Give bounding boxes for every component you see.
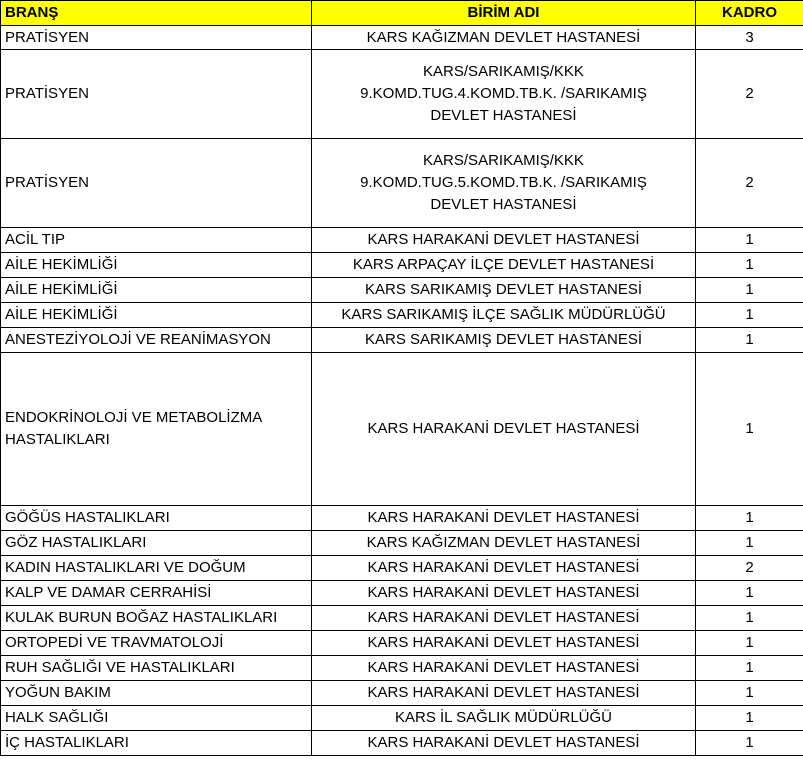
birim-text: DEVLET HASTANESİ bbox=[430, 196, 577, 213]
brans-cell bbox=[1, 278, 312, 303]
brans-cell bbox=[1, 506, 312, 531]
birim-cell bbox=[312, 731, 696, 756]
table-row bbox=[1, 681, 803, 706]
birim-cell bbox=[312, 253, 696, 278]
table-row bbox=[1, 253, 803, 278]
header-kadro: KADRO bbox=[696, 1, 803, 26]
kadro-cell: 1 bbox=[696, 731, 803, 756]
header-birim: BİRİM ADI bbox=[312, 1, 696, 26]
kadro-cell: 2 bbox=[696, 556, 803, 581]
brans-text: KALP VE DAMAR CERRAHİSİ bbox=[5, 584, 212, 601]
brans-text: GÖĞÜS HASTALIKLARI bbox=[5, 509, 170, 526]
birim-text: KARS HARAKANİ DEVLET HASTANESİ bbox=[367, 584, 640, 601]
kadro-cell: 1 bbox=[696, 531, 803, 556]
brans-text: AİLE HEKİMLİĞİ bbox=[5, 306, 118, 323]
birim-cell bbox=[312, 26, 696, 50]
birim-text: 9.KOMD.TUG.5.KOMD.TB.K. /SARIKAMIŞ bbox=[360, 174, 647, 191]
brans-cell bbox=[1, 139, 312, 228]
birim-cell bbox=[312, 581, 696, 606]
brans-text: PRATİSYEN bbox=[5, 28, 89, 46]
birim-text: KARS İL SAĞLIK MÜDÜRLÜĞÜ bbox=[395, 709, 612, 726]
brans-text: AİLE HEKİMLİĞİ bbox=[5, 256, 118, 273]
brans-cell bbox=[1, 656, 312, 681]
table-row bbox=[1, 606, 803, 631]
birim-text: KARS HARAKANİ DEVLET HASTANESİ bbox=[367, 231, 640, 248]
brans-text: HASTALIKLARI bbox=[5, 431, 110, 448]
table-row bbox=[1, 706, 803, 731]
birim-text: KARS ARPAÇAY İLÇE DEVLET HASTANESİ bbox=[352, 256, 655, 273]
birim-text: KARS SARIKAMIŞ DEVLET HASTANESİ bbox=[364, 281, 643, 298]
birim-cell bbox=[312, 50, 696, 139]
birim-text: KARS HARAKANİ DEVLET HASTANESİ bbox=[367, 734, 640, 751]
brans-cell bbox=[1, 681, 312, 706]
brans-text: AİLE HEKİMLİĞİ bbox=[5, 281, 118, 298]
birim-cell bbox=[312, 681, 696, 706]
brans-cell bbox=[1, 581, 312, 606]
birim-text: DEVLET HASTANESİ bbox=[430, 107, 577, 124]
table-header bbox=[1, 1, 803, 26]
table-row bbox=[1, 731, 803, 756]
kadro-cell: 1 bbox=[696, 631, 803, 656]
brans-cell bbox=[1, 631, 312, 656]
brans-text: GÖZ HASTALIKLARI bbox=[5, 534, 147, 551]
birim-cell bbox=[312, 706, 696, 731]
birim-text: KARS HARAKANİ DEVLET HASTANESİ bbox=[367, 559, 640, 576]
kadro-cell: 3 bbox=[696, 26, 803, 50]
kadro-cell: 1 bbox=[696, 656, 803, 681]
kadro-cell: 1 bbox=[696, 506, 803, 531]
brans-cell bbox=[1, 706, 312, 731]
birim-cell bbox=[312, 556, 696, 581]
birim-text: KARS HARAKANİ DEVLET HASTANESİ bbox=[367, 509, 640, 526]
brans-cell bbox=[1, 531, 312, 556]
brans-cell bbox=[1, 26, 312, 50]
brans-text: ENDOKRİNOLOJİ VE METABOLİZMA bbox=[5, 409, 263, 426]
table-row bbox=[1, 328, 803, 353]
birim-cell bbox=[312, 328, 696, 353]
brans-cell bbox=[1, 50, 312, 139]
brans-cell bbox=[1, 606, 312, 631]
brans-text: KULAK BURUN BOĞAZ HASTALIKLARI bbox=[5, 609, 278, 626]
birim-cell bbox=[312, 303, 696, 328]
birim-cell bbox=[312, 139, 696, 228]
birim-cell bbox=[312, 531, 696, 556]
kadro-cell: 1 bbox=[696, 253, 803, 278]
kadro-cell: 1 bbox=[696, 228, 803, 253]
table-body bbox=[1, 26, 803, 756]
birim-cell bbox=[312, 278, 696, 303]
birim-text: KARS SARIKAMIŞ İLÇE SAĞLIK MÜDÜRLÜĞÜ bbox=[341, 306, 666, 323]
kadro-cell: 2 bbox=[696, 50, 803, 139]
birim-text: KARS HARAKANİ DEVLET HASTANESİ bbox=[367, 634, 640, 651]
kadro-cell: 1 bbox=[696, 606, 803, 631]
birim-text: KARS SARIKAMIŞ DEVLET HASTANESİ bbox=[364, 331, 643, 348]
brans-cell bbox=[1, 731, 312, 756]
brans-text: RUH SAĞLIĞI VE HASTALIKLARI bbox=[5, 659, 235, 676]
table-row bbox=[1, 656, 803, 681]
brans-text: ORTOPEDİ VE TRAVMATOLOJİ bbox=[5, 634, 224, 651]
brans-text: KADIN HASTALIKLARI VE DOĞUM bbox=[5, 559, 246, 576]
brans-text: ANESTEZİYOLOJİ VE REANİMASYON bbox=[5, 331, 271, 348]
kadro-cell: 1 bbox=[696, 681, 803, 706]
birim-text: KARS KAĞIZMAN DEVLET HASTANESİ bbox=[366, 534, 641, 551]
table-row bbox=[1, 506, 803, 531]
brans-cell bbox=[1, 328, 312, 353]
table-row bbox=[1, 303, 803, 328]
table-row bbox=[1, 26, 803, 50]
birim-cell bbox=[312, 631, 696, 656]
kadro-cell: 1 bbox=[696, 303, 803, 328]
brans-text: İÇ HASTALIKLARI bbox=[5, 734, 129, 751]
brans-text: HALK SAĞLIĞI bbox=[5, 709, 109, 726]
brans-cell bbox=[1, 353, 312, 506]
table-row bbox=[1, 50, 803, 139]
birim-text: KARS HARAKANİ DEVLET HASTANESİ bbox=[367, 420, 640, 437]
table-row bbox=[1, 353, 803, 506]
table-row bbox=[1, 228, 803, 253]
birim-text: KARS HARAKANİ DEVLET HASTANESİ bbox=[367, 609, 640, 626]
kadro-cell: 1 bbox=[696, 328, 803, 353]
table-row bbox=[1, 631, 803, 656]
brans-cell bbox=[1, 556, 312, 581]
birim-text: 9.KOMD.TUG.4.KOMD.TB.K. /SARIKAMIŞ bbox=[360, 85, 647, 102]
birim-text: KARS HARAKANİ DEVLET HASTANESİ bbox=[367, 684, 640, 701]
brans-text: ACİL TIP bbox=[5, 231, 66, 248]
header-row bbox=[1, 1, 803, 26]
brans-text: YOĞUN BAKIM bbox=[5, 684, 111, 701]
birim-text: KARS KAĞIZMAN DEVLET HASTANESİ bbox=[366, 28, 641, 46]
kadro-cell: 1 bbox=[696, 706, 803, 731]
birim-cell bbox=[312, 353, 696, 506]
table-row bbox=[1, 278, 803, 303]
header-brans: BRANŞ bbox=[1, 1, 312, 26]
birim-cell bbox=[312, 606, 696, 631]
kadro-cell: 1 bbox=[696, 353, 803, 506]
birim-text: KARS/SARIKAMIŞ/KKK bbox=[423, 152, 584, 169]
kadro-cell: 2 bbox=[696, 139, 803, 228]
kadro-cell: 1 bbox=[696, 581, 803, 606]
kadro-cell: 1 bbox=[696, 278, 803, 303]
birim-cell bbox=[312, 228, 696, 253]
brans-text: PRATİSYEN bbox=[5, 174, 89, 191]
table-row bbox=[1, 531, 803, 556]
brans-cell bbox=[1, 253, 312, 278]
brans-text: PRATİSYEN bbox=[5, 85, 89, 102]
birim-text: KARS/SARIKAMIŞ/KKK bbox=[423, 63, 584, 80]
birim-text: KARS HARAKANİ DEVLET HASTANESİ bbox=[367, 659, 640, 676]
table-row bbox=[1, 556, 803, 581]
birim-cell bbox=[312, 656, 696, 681]
brans-cell bbox=[1, 228, 312, 253]
table-row bbox=[1, 139, 803, 228]
birim-cell bbox=[312, 506, 696, 531]
table-row bbox=[1, 581, 803, 606]
brans-cell bbox=[1, 303, 312, 328]
